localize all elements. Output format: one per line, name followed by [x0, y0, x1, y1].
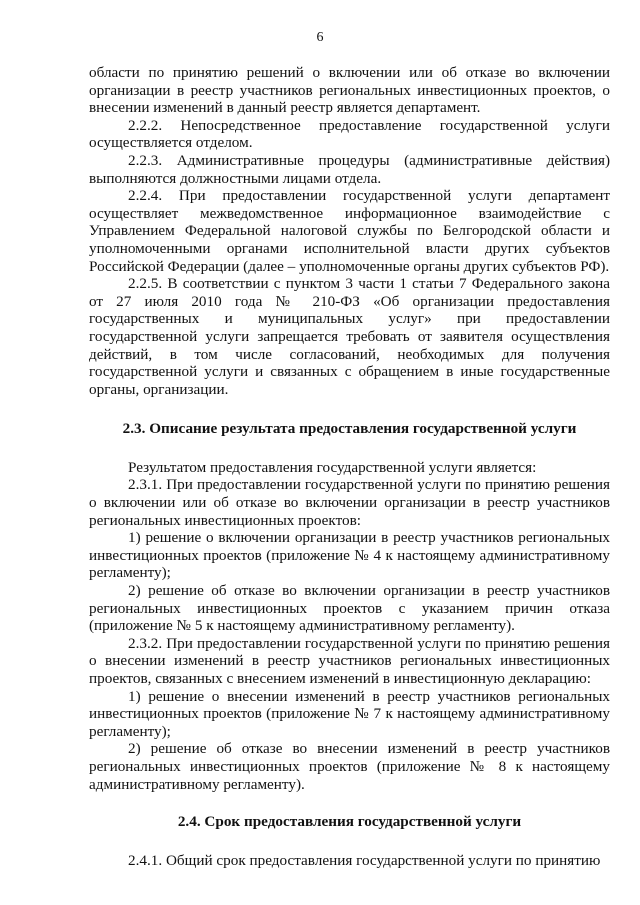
document-body [89, 64, 610, 869]
paragraph-2-2-3: 2.2.3. Административные процедуры (административные действия) выполняются должностными лицами отдела. [89, 151, 610, 187]
page-number: 6 [316, 30, 324, 45]
paragraph-2-2-4: 2.2.4. При предоставлении государственной услуги департамент осуществляет межведомственное информационное взаимодействие с Управлением Федеральной налоговой службы по Белгородской области и уполномоченными органами исполнительной власти других субъектов Российской Федерации (далее – уполномоченные органы других субъектов РФ). [89, 187, 610, 275]
list-item-2-3-1-2: 2) решение об отказе во включении организации в реестр участников региональных инвестиционных проектов с указанием причин отказа (приложение № 5 к настоящему административному регламенту). [89, 582, 610, 635]
list-item-2-3-1-1: 1) решение о включении организации в реестр участников региональных инвестиционных проектов (приложение № 4 к настоящему административному регламенту); [89, 529, 610, 582]
paragraph-2-2-5: 2.2.5. В соответствии с пунктом 3 части 1 статьи 7 Федерального закона от 27 июля 2010 года № 210-ФЗ «Об организации предоставления государственных и муниципальных услуг» при предоставлении государственной услуги запрещается требовать от заявителя осуществления действий, в том числе согласований, необходимых для получения государственной услуги и связанных с обращением в иные государственные органы, организации. [89, 275, 610, 398]
paragraph-continuation: области по принятию решений о включении или об отказе во включении организации в реестр участников региональных инвестиционных проектов, о внесении изменений в данный реестр является департамент. [89, 64, 610, 117]
list-item-2-3-2-2: 2) решение об отказе во внесении изменений в реестр участников региональных инвестиционных проектов (приложение № 8 к настоящему административному регламенту). [89, 740, 610, 793]
list-item-2-3-2-1: 1) решение о внесении изменений в реестр участников региональных инвестиционных проектов (приложение № 7 к настоящему административному регламенту); [89, 687, 610, 740]
paragraph-result-intro: Результатом предоставления государственной услуги является: [128, 458, 537, 476]
paragraph-2-2-2: 2.2.2. Непосредственное предоставление государственной услуги осуществляется отделом. [89, 116, 610, 152]
paragraph-2-3-2: 2.3.2. При предоставлении государственной услуги по принятию решения о внесении изменений в реестр участников региональных инвестиционных проектов, связанных с внесением изменений в инвестиционную декларацию: [89, 634, 610, 687]
section-heading-2-3: 2.3. Описание результата предоставления государственной услуги [122, 420, 577, 438]
paragraph-2-3-1: 2.3.1. При предоставлении государственной услуги по принятию решения о включении или об отказе во включении организации в реестр участников региональных инвестиционных проектов: [89, 476, 610, 529]
section-heading-2-4: 2.4. Срок предоставления государственной услуги [177, 813, 522, 831]
paragraph-2-4-1: 2.4.1. Общий срок предоставления государственной услуги по принятию [128, 851, 601, 869]
